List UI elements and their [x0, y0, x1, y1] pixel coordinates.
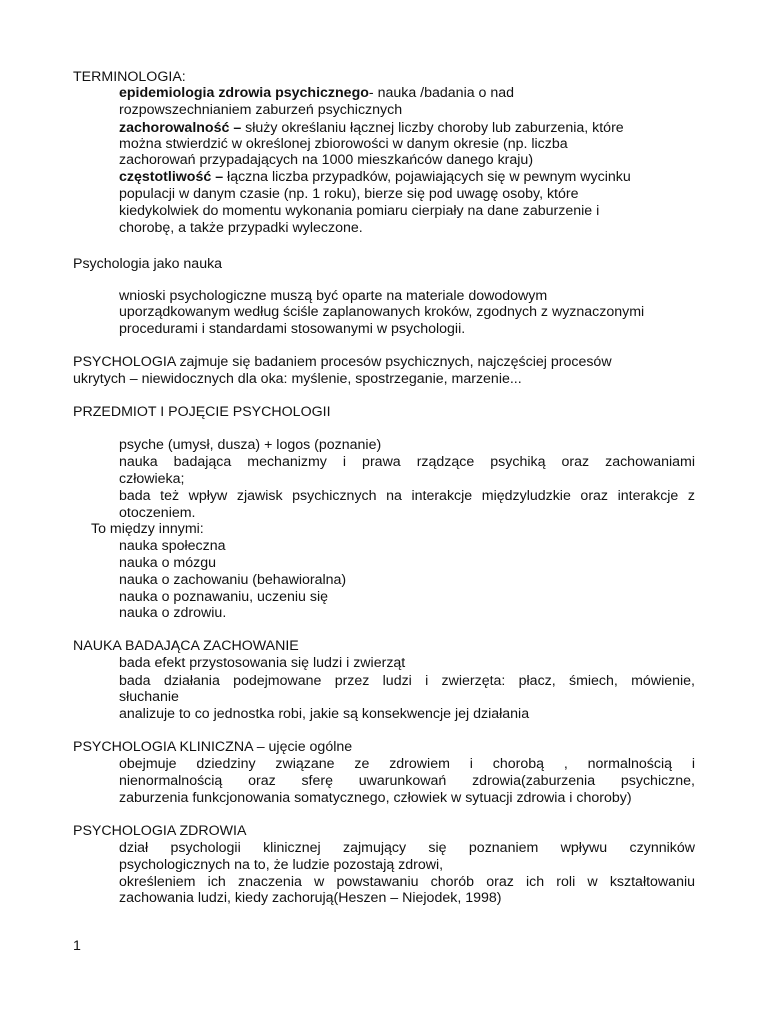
page-number: 1	[73, 938, 81, 954]
behavior-line: bada działania podejmowane przez ludzi i zwierzęta: płacz, śmiech, mówienie,	[119, 673, 695, 689]
health-line: psychologicznych na to, że ludzie pozostają zdrowi,	[119, 857, 444, 873]
health-heading: PSYCHOLOGIA ZDROWIA	[73, 823, 247, 839]
clinical-heading: PSYCHOLOGIA KLINICZNA – ujęcie ogólne	[73, 739, 353, 755]
frequency-definition-cont: chorobę, a także przypadki wyleczone.	[119, 220, 363, 236]
subject-list-item: nauka o zdrowiu.	[119, 605, 227, 621]
subject-line: psyche (umysł, dusza) + logos (poznanie)	[119, 437, 382, 453]
science-paragraph-line: procedurami i standardami stosowanymi w psychologii.	[119, 321, 466, 337]
subject-list-item: nauka społeczna	[119, 538, 226, 554]
science-heading: Psychologia jako nauka	[73, 256, 223, 272]
morbidity-definition-cont: zachorowań przypadających na 1000 mieszkańców danego kraju)	[119, 152, 534, 168]
subject-line: otoczeniem.	[119, 505, 196, 521]
frequency-definition-cont: populacji w danym czasie (np. 1 roku), bierze się pod uwagę osoby, które	[119, 186, 579, 202]
science-paragraph-line: uporządkowanym według ściśle zaplanowanych kroków, zgodnych z wyznaczonymi	[119, 304, 645, 320]
frequency-term: częstotliwość –	[119, 169, 224, 185]
subject-line: bada też wpływ zjawisk psychicznych na interakcje międzyludzkie oraz interakcje z	[119, 488, 695, 504]
epidemiology-definition-cont: rozpowszechnianiem zaburzeń psychicznych	[119, 102, 403, 118]
epidemiology-term: epidemiologia zdrowia psychicznego	[119, 85, 369, 101]
morbidity-line	[119, 120, 624, 136]
frequency-line	[119, 169, 631, 185]
psychology-paragraph-line: ukrytych – niewidocznych dla oka: myślenie, spostrzeganie, marzenie...	[73, 371, 522, 387]
behavior-line: słuchanie	[119, 689, 179, 705]
subject-line: człowieka;	[119, 471, 185, 487]
subject-line: nauka badająca mechanizmy i prawa rządzące psychiką oraz zachowaniami	[119, 454, 695, 470]
frequency-definition: łączna liczba przypadków, pojawiających się w pewnym wycinku	[223, 169, 631, 185]
clinical-line: nienormalnością oraz sferę uwarunkowań zdrowia(zaburzenia psychiczne,	[119, 773, 695, 789]
morbidity-definition-cont: można stwierdzić w określonej zbiorowości w danym okresie (np. liczba	[119, 136, 568, 152]
health-line: zachowania ludzi, kiedy zachorują(Heszen – Niejodek, 1998)	[119, 890, 502, 906]
science-paragraph-line: wnioski psychologiczne muszą być oparte na materiale dowodowym	[119, 288, 548, 304]
subject-list-item: nauka o zachowaniu (behawioralna)	[119, 572, 347, 588]
terminology-heading: TERMINOLOGIA:	[73, 69, 186, 85]
epidemiology-line	[119, 85, 514, 101]
behavior-heading: NAUKA BADAJĄCA ZACHOWANIE	[73, 638, 299, 654]
subject-list-item: nauka o mózgu	[119, 555, 217, 571]
frequency-definition-cont: kiedykolwiek do momentu wykonania pomiaru cierpiały na dane zaburzenie i	[119, 203, 600, 219]
morbidity-definition: służy określaniu łącznej liczby choroby lub zaburzenia, które	[241, 120, 624, 136]
epidemiology-definition: - nauka /badania o nad	[368, 85, 515, 101]
subject-list-item: nauka o poznawaniu, uczeniu się	[119, 589, 329, 605]
behavior-line: bada efekt przystosowania się ludzi i zwierząt	[119, 655, 406, 671]
subject-among-label: To między innymi:	[91, 521, 204, 537]
health-line: dział psychologii klinicznej zajmujący się poznaniem wpływu czynników	[119, 840, 695, 856]
psychology-paragraph-line: PSYCHOLOGIA zajmuje się badaniem procesów psychicznych, najczęściej procesów	[73, 354, 612, 370]
morbidity-term: zachorowalność –	[119, 120, 242, 136]
health-line: określeniem ich znaczenia w powstawaniu chorób oraz ich roli w kształtowaniu	[119, 874, 695, 890]
clinical-line: zaburzenia funkcjonowania somatycznego, człowiek w sytuacji zdrowia i choroby)	[119, 790, 632, 806]
subject-heading: PRZEDMIOT I POJĘCIE PSYCHOLOGII	[73, 404, 331, 420]
clinical-line: obejmuje dziedziny związane ze zdrowiem i chorobą , normalnością i	[119, 756, 695, 772]
behavior-line: analizuje to co jednostka robi, jakie są konsekwencje jej działania	[119, 706, 530, 722]
